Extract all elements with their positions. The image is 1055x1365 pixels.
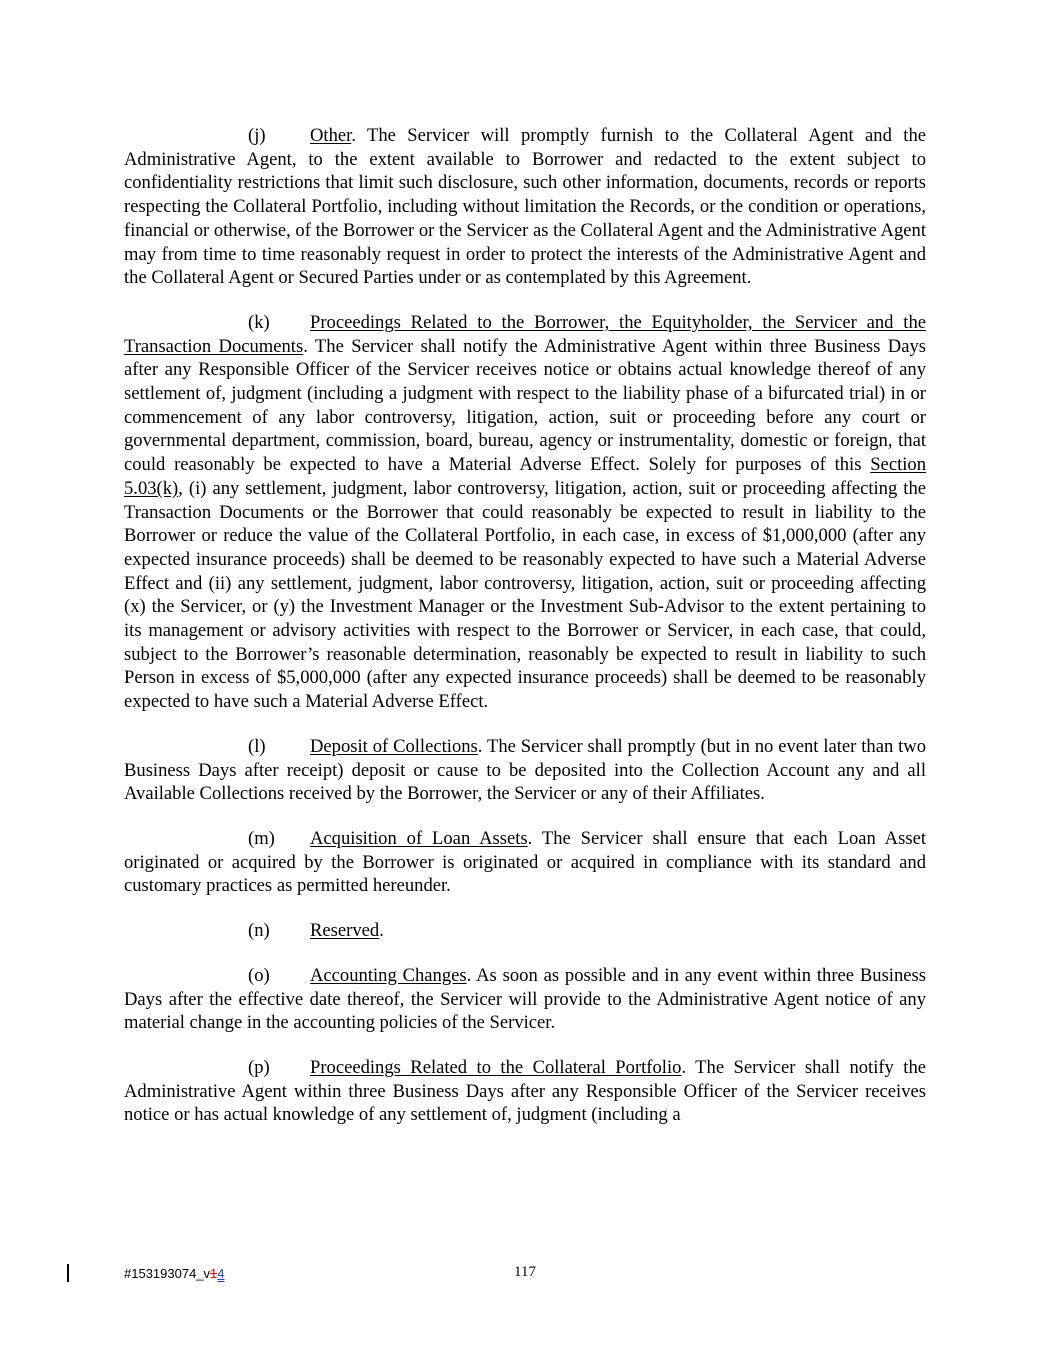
section-reference: Section 5.03(k) bbox=[124, 454, 926, 499]
document-id bbox=[124, 1266, 225, 1281]
paragraph-p bbox=[124, 1056, 926, 1127]
paragraph-m bbox=[124, 827, 926, 898]
page-number: 117 bbox=[514, 1264, 536, 1280]
paragraph-text: . The Servicer shall promptly (but in no event later than two Business Days after receipt) deposit or cause to be deposited into the Collection Account any and all Available Collections received by the Borrower, the Servicer or any of their Affiliates. bbox=[124, 735, 927, 805]
paragraph-text: . The Servicer will promptly furnish to the Collateral Agent and the Administrative Agent, to the extent available to Borrower and redacted to the extent subject to confidentiality restrictions that limit such disclosure, such other information, documents, records or reports respecting the Collateral Portfolio, including without limitation the Records, or the condition or operations, financial or otherwise, of the Borrower or the Servicer as the Collateral Agent and the Administrative Agent may from time to time reasonably request in order to protect the interests of the Administrative Agent and the Collateral Agent or Secured Parties under or as contemplated by this Agreement. bbox=[124, 125, 926, 289]
paragraph-label: (l) bbox=[248, 735, 266, 757]
paragraph-o bbox=[124, 964, 926, 1035]
paragraph-heading: Accounting Changes bbox=[310, 964, 467, 986]
paragraph-text: . bbox=[379, 920, 384, 942]
paragraph-heading: Reserved bbox=[310, 920, 380, 942]
paragraph-j bbox=[124, 124, 926, 290]
paragraph-label: (j) bbox=[248, 125, 266, 146]
deleted-version: 1 bbox=[210, 1266, 218, 1281]
paragraph-label: (m) bbox=[248, 827, 275, 849]
paragraph-heading: Proceedings Related to the Borrower, the Equityholder, the Servicer and the Transaction Documents bbox=[124, 311, 926, 357]
paragraph-text: . The Servicer shall notify the Administrative Agent within three Business Days after any Responsible Officer of the Servicer receives notice or has actual knowledge of any settlement of, judgment (including a bbox=[124, 1056, 926, 1126]
inserted-version: 4 bbox=[217, 1266, 225, 1281]
page-footer bbox=[0, 1264, 1055, 1284]
paragraph-label: (k) bbox=[248, 311, 270, 333]
paragraph-heading: Deposit of Collections bbox=[310, 735, 478, 757]
paragraph-heading: Proceedings Related to the Collateral Portfolio bbox=[310, 1056, 682, 1078]
document-page bbox=[124, 124, 926, 1148]
paragraph-text: . The Servicer shall notify the Administrative Agent within three Business Days after any Responsible Officer of the Servicer receives notice or obtains actual knowledge thereof of any settlement of, judgment (including a judgment with respect to the liability phase of a bifurcated trial) in or commencement of any labor controversy, litigation, action, suit or proceeding before any court or governmental department, commission, board, bureau, agency or instrumentality, domestic or foreign, that could reasonably be expected to have a Material Adverse Effect. Solely for purposes of this bbox=[124, 335, 927, 476]
paragraph-text: . The Servicer shall ensure that each Loan Asset originated or acquired by the Borrower is originated or acquired in compliance with its standard and customary practices as permitted hereunder. bbox=[124, 827, 926, 897]
paragraph-k bbox=[124, 311, 926, 714]
paragraph-l bbox=[124, 735, 926, 806]
doc-id-prefix: #153193074_v bbox=[124, 1266, 211, 1281]
paragraph-text: . As soon as possible and in any event within three Business Days after the effective date thereof, the Servicer will provide to the Administrative Agent notice of any material change in the accounting policies of the Servicer. bbox=[124, 964, 926, 1034]
paragraph-heading: Other bbox=[310, 125, 352, 146]
paragraph-label: (o) bbox=[248, 964, 270, 986]
paragraph-label: (n) bbox=[248, 920, 270, 942]
paragraph-heading: Acquisition of Loan Assets bbox=[310, 827, 528, 849]
change-bar bbox=[67, 1264, 69, 1282]
paragraph-label: (p) bbox=[248, 1056, 270, 1078]
paragraph-text: , (i) any settlement, judgment, labor controversy, litigation, action, suit or proceeding affecting the Transaction Documents or the Borrower that could reasonably be expected to result in liability to the Borrower or reduce the value of the Collateral Portfolio, in each case, in excess of $1,000,000 (after any expected insurance proceeds) shall be deemed to be reasonably expected to have such a Material Adverse Effect and (ii) any settlement, judgment, labor controversy, litigation, action, suit or proceeding affecting (x) the Servicer, or (y) the Investment Manager or the Investment Sub-Advisor to the extent pertaining to its management or advisory activities with respect to the Borrower or Servicer, in each case, that could, subject to the Borrower’s reasonable determination, reasonably be expected to result in liability to such Person in excess of $5,000,000 (after any expected insurance proceeds) shall be deemed to be reasonably expected to have such a Material Adverse Effect. bbox=[124, 477, 926, 713]
paragraph-n bbox=[124, 919, 926, 943]
